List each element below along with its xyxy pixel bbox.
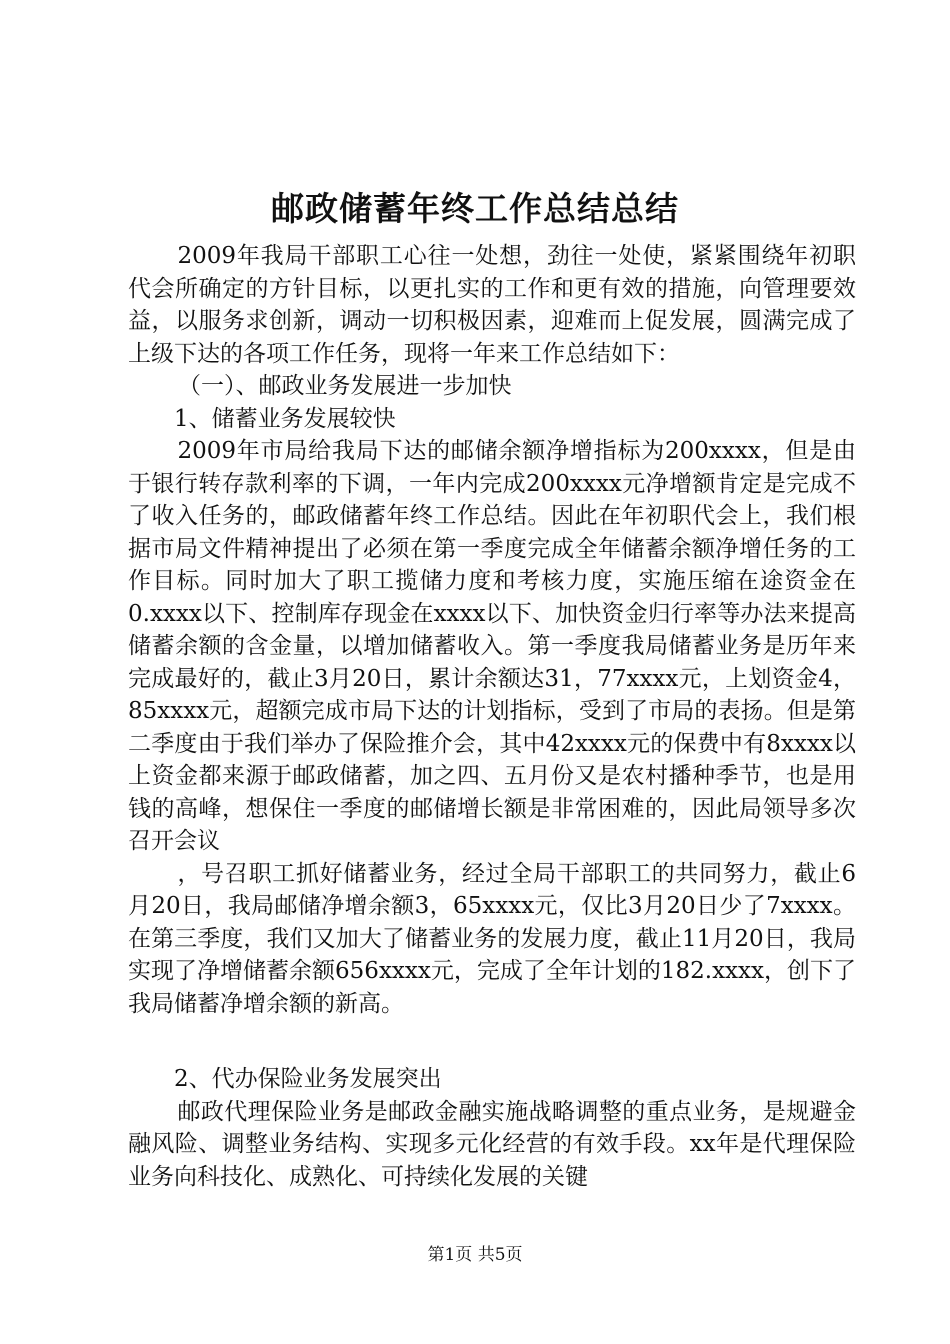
subsection-heading: 2、代办保险业务发展突出	[174, 1066, 442, 1092]
intro-paragraph: 2009年我局干部职工心往一处想，劲往一处使，紧紧围绕年初职代会所确定的方针目标，以更扎实的工作和更有效的措施，向管理要效益，以服务求创新，调动一切积极因素，迎难而上促发展，圆满完成了上级下达的各项工作任务，现将一年来工作总结如下：	[128, 243, 856, 367]
body-paragraph: 2009年市局给我局下达的邮储余额净增指标为200xxxx，但是由于银行转存款利率的下调，一年内完成200xxxx元净增额肯定是完成不了收入任务的，邮政储蓄年终工作总结。因此在年初职代会上，我们根据市局文件精神提出了必须在第一季度完成全年储蓄余额净增任务的工作目标。同时加大了职工揽储力度和考核力度，实施压缩在途资金在0.xxxx以下、控制库存现金在xxxx以下、加快资金归行率等办法来提高储蓄余额的含金量，以增加储蓄收入。第一季度我局储蓄业务是历年来完成最好的，截止3月20日，累计余额达31，77xxxx元，上划资金4，85xxxx元，超额完成市局下达的计划指标，受到了市局的表扬。但是第二季度由于我们举办了保险推介会，其中42xxxx元的保费中有8xxxx以上资金都来源于邮政储蓄，加之四、五月份又是农村播种季节，也是用钱的高峰，想保住一季度的邮储增长额是非常困难的，因此局领导多次召开会议	[128, 438, 856, 854]
section-heading: （一）、邮政业务发展进一步加快	[178, 373, 512, 399]
body-paragraph: ，号召职工抓好储蓄业务，经过全局干部职工的共同努力，截止6月20日，我局邮储净增余额3，65xxxx元，仅比3月20日少了7xxxx。在第三季度，我们又加大了储蓄业务的发展力度，截止11月20日，我局实现了净增储蓄余额656xxxx元，完成了全年计划的182.xxxx，创下了我局储蓄净增余额的新高。	[128, 860, 856, 1017]
document-title: 邮政储蓄年终工作总结总结	[271, 189, 679, 228]
page-number: 第1页	[427, 1245, 473, 1265]
body-paragraph: 邮政代理保险业务是邮政金融实施战略调整的重点业务，是规避金融风险、调整业务结构、实现多元化经营的有效手段。xx年是代理保险业务向科技化、成熟化、可持续化发展的关键	[128, 1098, 856, 1190]
page-total: 共5页	[477, 1245, 523, 1265]
page-footer	[0, 1243, 950, 1267]
subsection-heading: 1、储蓄业务发展较快	[174, 405, 396, 432]
document-body	[128, 240, 856, 1020]
document-body-continued	[128, 1063, 856, 1193]
